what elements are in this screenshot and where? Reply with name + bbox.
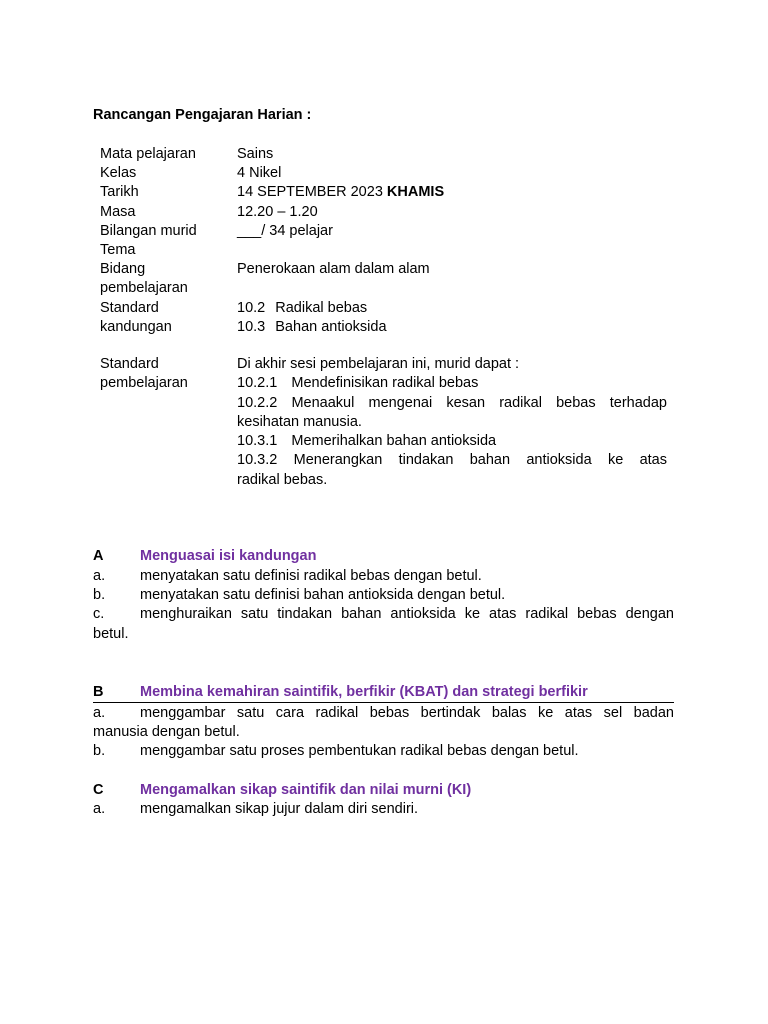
label-tarikh: Tarikh [100, 184, 139, 200]
kandungan-item-1-num: 10.2 [237, 300, 266, 316]
section-a-item-a-marker: a. [93, 568, 106, 584]
section-b-divider [93, 702, 674, 703]
section-b-item-a-marker: a. [93, 705, 106, 721]
section-c-letter: C [93, 782, 104, 798]
pembelajaran-intro: Di akhir sesi pembelajaran ini, murid dapat : [237, 356, 520, 372]
kandungan-item-2 [237, 318, 387, 338]
section-a-item-b: menyatakan satu definisi bahan antioksida dengan betul. [140, 587, 506, 603]
section-a-item-c: menghuraikan satu tindakan bahan antioksida ke atas radikal bebas dengan [140, 606, 674, 622]
label-standard-kandungan: Standard [100, 300, 159, 316]
section-b-item-b-marker: b. [93, 743, 106, 759]
tarikh-day: KHAMIS [386, 184, 445, 200]
value-masa: 12.20 – 1.20 [237, 204, 318, 220]
section-b-letter: B [93, 684, 104, 700]
section-a-heading: Menguasai isi kandungan [140, 548, 317, 564]
kandungan-item-1 [237, 299, 367, 319]
kandungan-item-2-text: Bahan antioksida [275, 319, 387, 335]
section-a-item-a: menyatakan satu definisi radikal bebas dengan betul. [140, 568, 482, 584]
value-mata-pelajaran: Sains [237, 146, 274, 162]
value-kelas: 4 Nikel [237, 165, 282, 181]
document-title: Rancangan Pengajaran Harian : [93, 107, 312, 123]
section-c-item-a-marker: a. [93, 801, 106, 817]
kandungan-item-1-text: Radikal bebas [275, 300, 368, 316]
label-bidang: Bidang [100, 261, 146, 277]
label-standard-pembelajaran: Standard [100, 356, 159, 372]
section-c-item-a: mengamalkan sikap jujur dalam diri sendiri. [140, 801, 419, 817]
section-a-item-b-marker: b. [93, 587, 106, 603]
section-c-heading: Mengamalkan sikap saintifik dan nilai murni (KI) [140, 782, 472, 798]
pembelajaran-item-1-num: 10.2.1 [237, 375, 278, 391]
tarikh-date: 14 SEPTEMBER 2023 [237, 184, 383, 200]
label-tema: Tema [100, 242, 136, 258]
label-mata-pelajaran: Mata pelajaran [100, 146, 196, 162]
section-a-item-c-cont: betul. [93, 626, 129, 642]
pembelajaran-item-1-text: Mendefinisikan radikal bebas [291, 375, 479, 391]
pembelajaran-item-3 [237, 432, 496, 452]
pembelajaran-item-1 [237, 374, 478, 394]
section-a-item-c-marker: c. [93, 606, 105, 622]
label-standard-kandungan-cont: kandungan [100, 319, 172, 335]
label-bidang-cont: pembelajaran [100, 280, 188, 296]
pembelajaran-item-2-cont: kesihatan manusia. [237, 414, 362, 430]
pembelajaran-item-2: 10.2.2 Menaakul mengenai kesan radikal bebas terhadap [237, 395, 667, 411]
kandungan-item-2-num: 10.3 [237, 319, 266, 335]
section-b-heading: Membina kemahiran saintifik, berfikir (KBAT) dan strategi berfikir [140, 684, 588, 700]
value-bilangan-murid: ___/ 34 pelajar [237, 223, 333, 239]
label-bilangan-murid: Bilangan murid [100, 223, 197, 239]
section-b-item-a-cont: manusia dengan betul. [93, 724, 240, 740]
value-bidang: Penerokaan alam dalam alam [237, 261, 430, 277]
label-masa: Masa [100, 204, 136, 220]
section-b-item-b: menggambar satu proses pembentukan radikal bebas dengan betul. [140, 743, 579, 759]
pembelajaran-item-3-num: 10.3.1 [237, 433, 278, 449]
value-tarikh [237, 183, 444, 203]
pembelajaran-item-4-cont: radikal bebas. [237, 472, 328, 488]
section-a-letter: A [93, 548, 104, 564]
pembelajaran-item-4: 10.3.2 Menerangkan tindakan bahan antioksida ke atas [237, 452, 667, 468]
pembelajaran-item-3-text: Memerihalkan bahan antioksida [291, 433, 497, 449]
section-b-item-a: menggambar satu cara radikal bebas bertindak balas ke atas sel badan [140, 705, 674, 721]
label-standard-pembelajaran-cont: pembelajaran [100, 375, 188, 391]
label-kelas: Kelas [100, 165, 137, 181]
